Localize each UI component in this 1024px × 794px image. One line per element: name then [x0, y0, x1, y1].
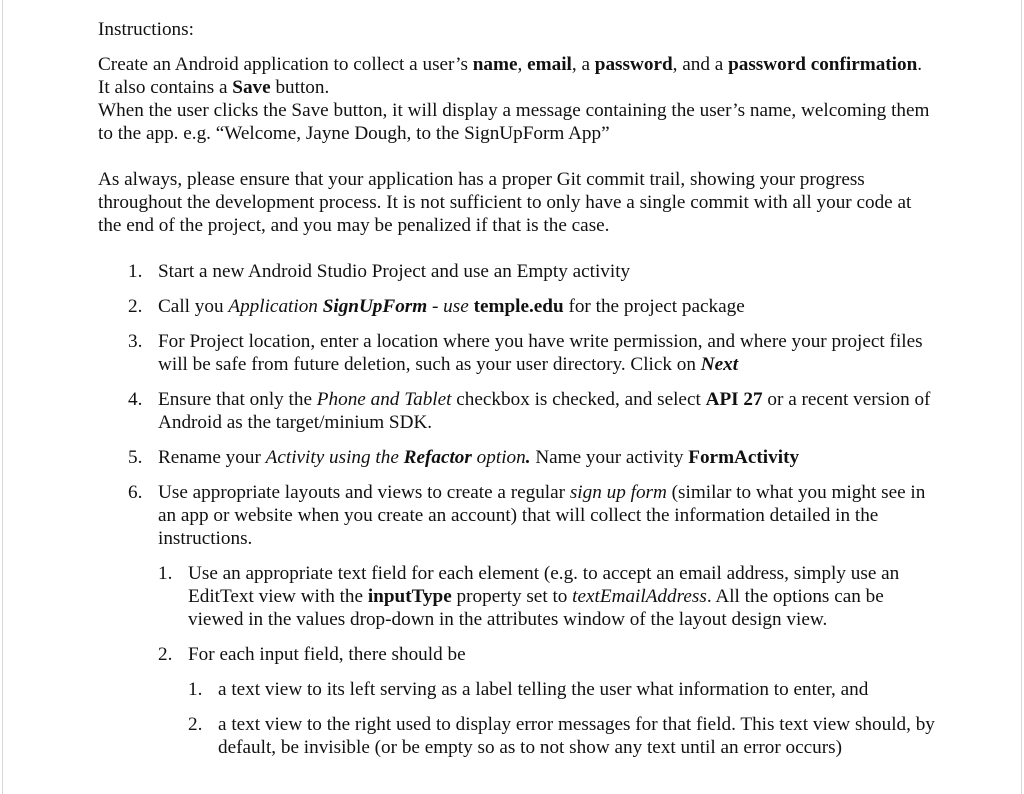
intro-paragraph-2: When the user clicks the Save button, it will display a message containing the user’s name, welcoming them to the app. e.g. “Welcome, Jayne Dough, to the SignUpForm App”	[98, 100, 930, 144]
intro-text: , and a	[672, 54, 729, 75]
list-number: 2.	[188, 714, 203, 735]
list-italic: - use	[427, 296, 474, 317]
list-text: Use an appropriate text field for each element (e.g. to accept an email address, simply use an EditText view with the	[188, 563, 900, 607]
list-number: 5.	[128, 447, 143, 468]
list-text: a text view to the right used to display error messages for that field. This text view should, by default, be invisible (or be empty so as to not show any text until an error occurs)	[218, 714, 935, 758]
list-item	[98, 446, 936, 469]
list-text: For Project location, enter a location where you have write permission, and where your project files will be safe from future deletion, such as your user directory. Click on	[158, 331, 923, 375]
list-number: 6.	[128, 482, 143, 503]
list-bold: temple.edu	[473, 296, 564, 317]
list-bold: inputType	[367, 586, 452, 607]
list-text: for the project package	[563, 296, 745, 317]
list-italic: option	[471, 447, 526, 468]
term-email: email	[527, 54, 572, 75]
intro-text: button.	[270, 77, 330, 98]
list-number: 2.	[128, 296, 143, 317]
list-number: 1.	[128, 261, 143, 282]
list-italic: sign up form	[569, 482, 667, 503]
list-item	[98, 562, 936, 631]
term-save: Save	[232, 77, 271, 98]
list-bold: FormActivity	[688, 447, 800, 468]
list-italic: Phone and Tablet	[316, 389, 452, 410]
list-text: Name your activity	[530, 447, 689, 468]
list-number: 4.	[128, 389, 143, 410]
intro-text: . It also contains a	[98, 54, 923, 98]
list-item	[98, 330, 936, 376]
instructions-heading: Instructions:	[98, 19, 194, 40]
list-bold-italic: Refactor	[403, 447, 472, 468]
document-page	[2, 0, 1022, 794]
list-item	[98, 260, 936, 283]
term-password: password	[594, 54, 673, 75]
list-text: Use appropriate layouts and views to create a regular	[158, 482, 570, 503]
list-text: . All the options can be viewed in the values drop-down in the attributes window of the layout design view.	[188, 586, 884, 630]
intro-text: Create an Android application to collect a user’s	[98, 54, 473, 75]
list-text: or a recent version of Android as the target/minium SDK.	[158, 389, 931, 433]
list-bold-italic: SignUpForm	[322, 296, 428, 317]
list-text: property set to	[451, 586, 573, 607]
list-text: a text view to its left serving as a label telling the user what information to enter, and	[218, 679, 869, 700]
intro-paragraph-3: As always, please ensure that your application has a proper Git commit trail, showing your progress throughout the development process. It is not sufficient to only have a single commit with all your code at the end of the project, and you may be penalized if that is the case.	[98, 169, 912, 236]
list-item	[98, 388, 936, 434]
list-text: Ensure that only the	[158, 389, 317, 410]
list-text: (similar to what you might see in an app or website when you create an account) that will collect the information detailed in the instructions.	[158, 482, 926, 549]
list-item	[98, 481, 936, 550]
list-italic: Application	[228, 296, 323, 317]
list-item	[98, 713, 936, 759]
intro-text: ,	[517, 54, 528, 75]
list-number: 2.	[158, 644, 173, 665]
list-italic: Activity using the	[265, 447, 404, 468]
list-number: 1.	[158, 563, 173, 584]
list-item	[98, 643, 936, 666]
list-bold-italic: .	[525, 447, 531, 468]
list-item	[98, 295, 936, 318]
list-text: Rename your	[158, 447, 266, 468]
list-text: Start a new Android Studio Project and use an Empty activity	[158, 261, 631, 282]
list-number: 3.	[128, 331, 143, 352]
term-name: name	[472, 54, 518, 75]
list-text: For each input field, there should be	[188, 644, 466, 665]
list-number: 1.	[188, 679, 203, 700]
list-italic: textEmailAddress	[572, 586, 707, 607]
intro-paragraph-1	[98, 53, 936, 99]
document-content	[98, 18, 936, 759]
list-bold-italic: Next	[700, 354, 739, 375]
list-item	[98, 678, 936, 701]
list-text: Call you	[158, 296, 229, 317]
term-password-confirmation: password confirmation	[728, 54, 918, 75]
list-bold: API 27	[705, 389, 763, 410]
list-text: checkbox is checked, and select	[451, 389, 706, 410]
intro-text: , a	[571, 54, 595, 75]
